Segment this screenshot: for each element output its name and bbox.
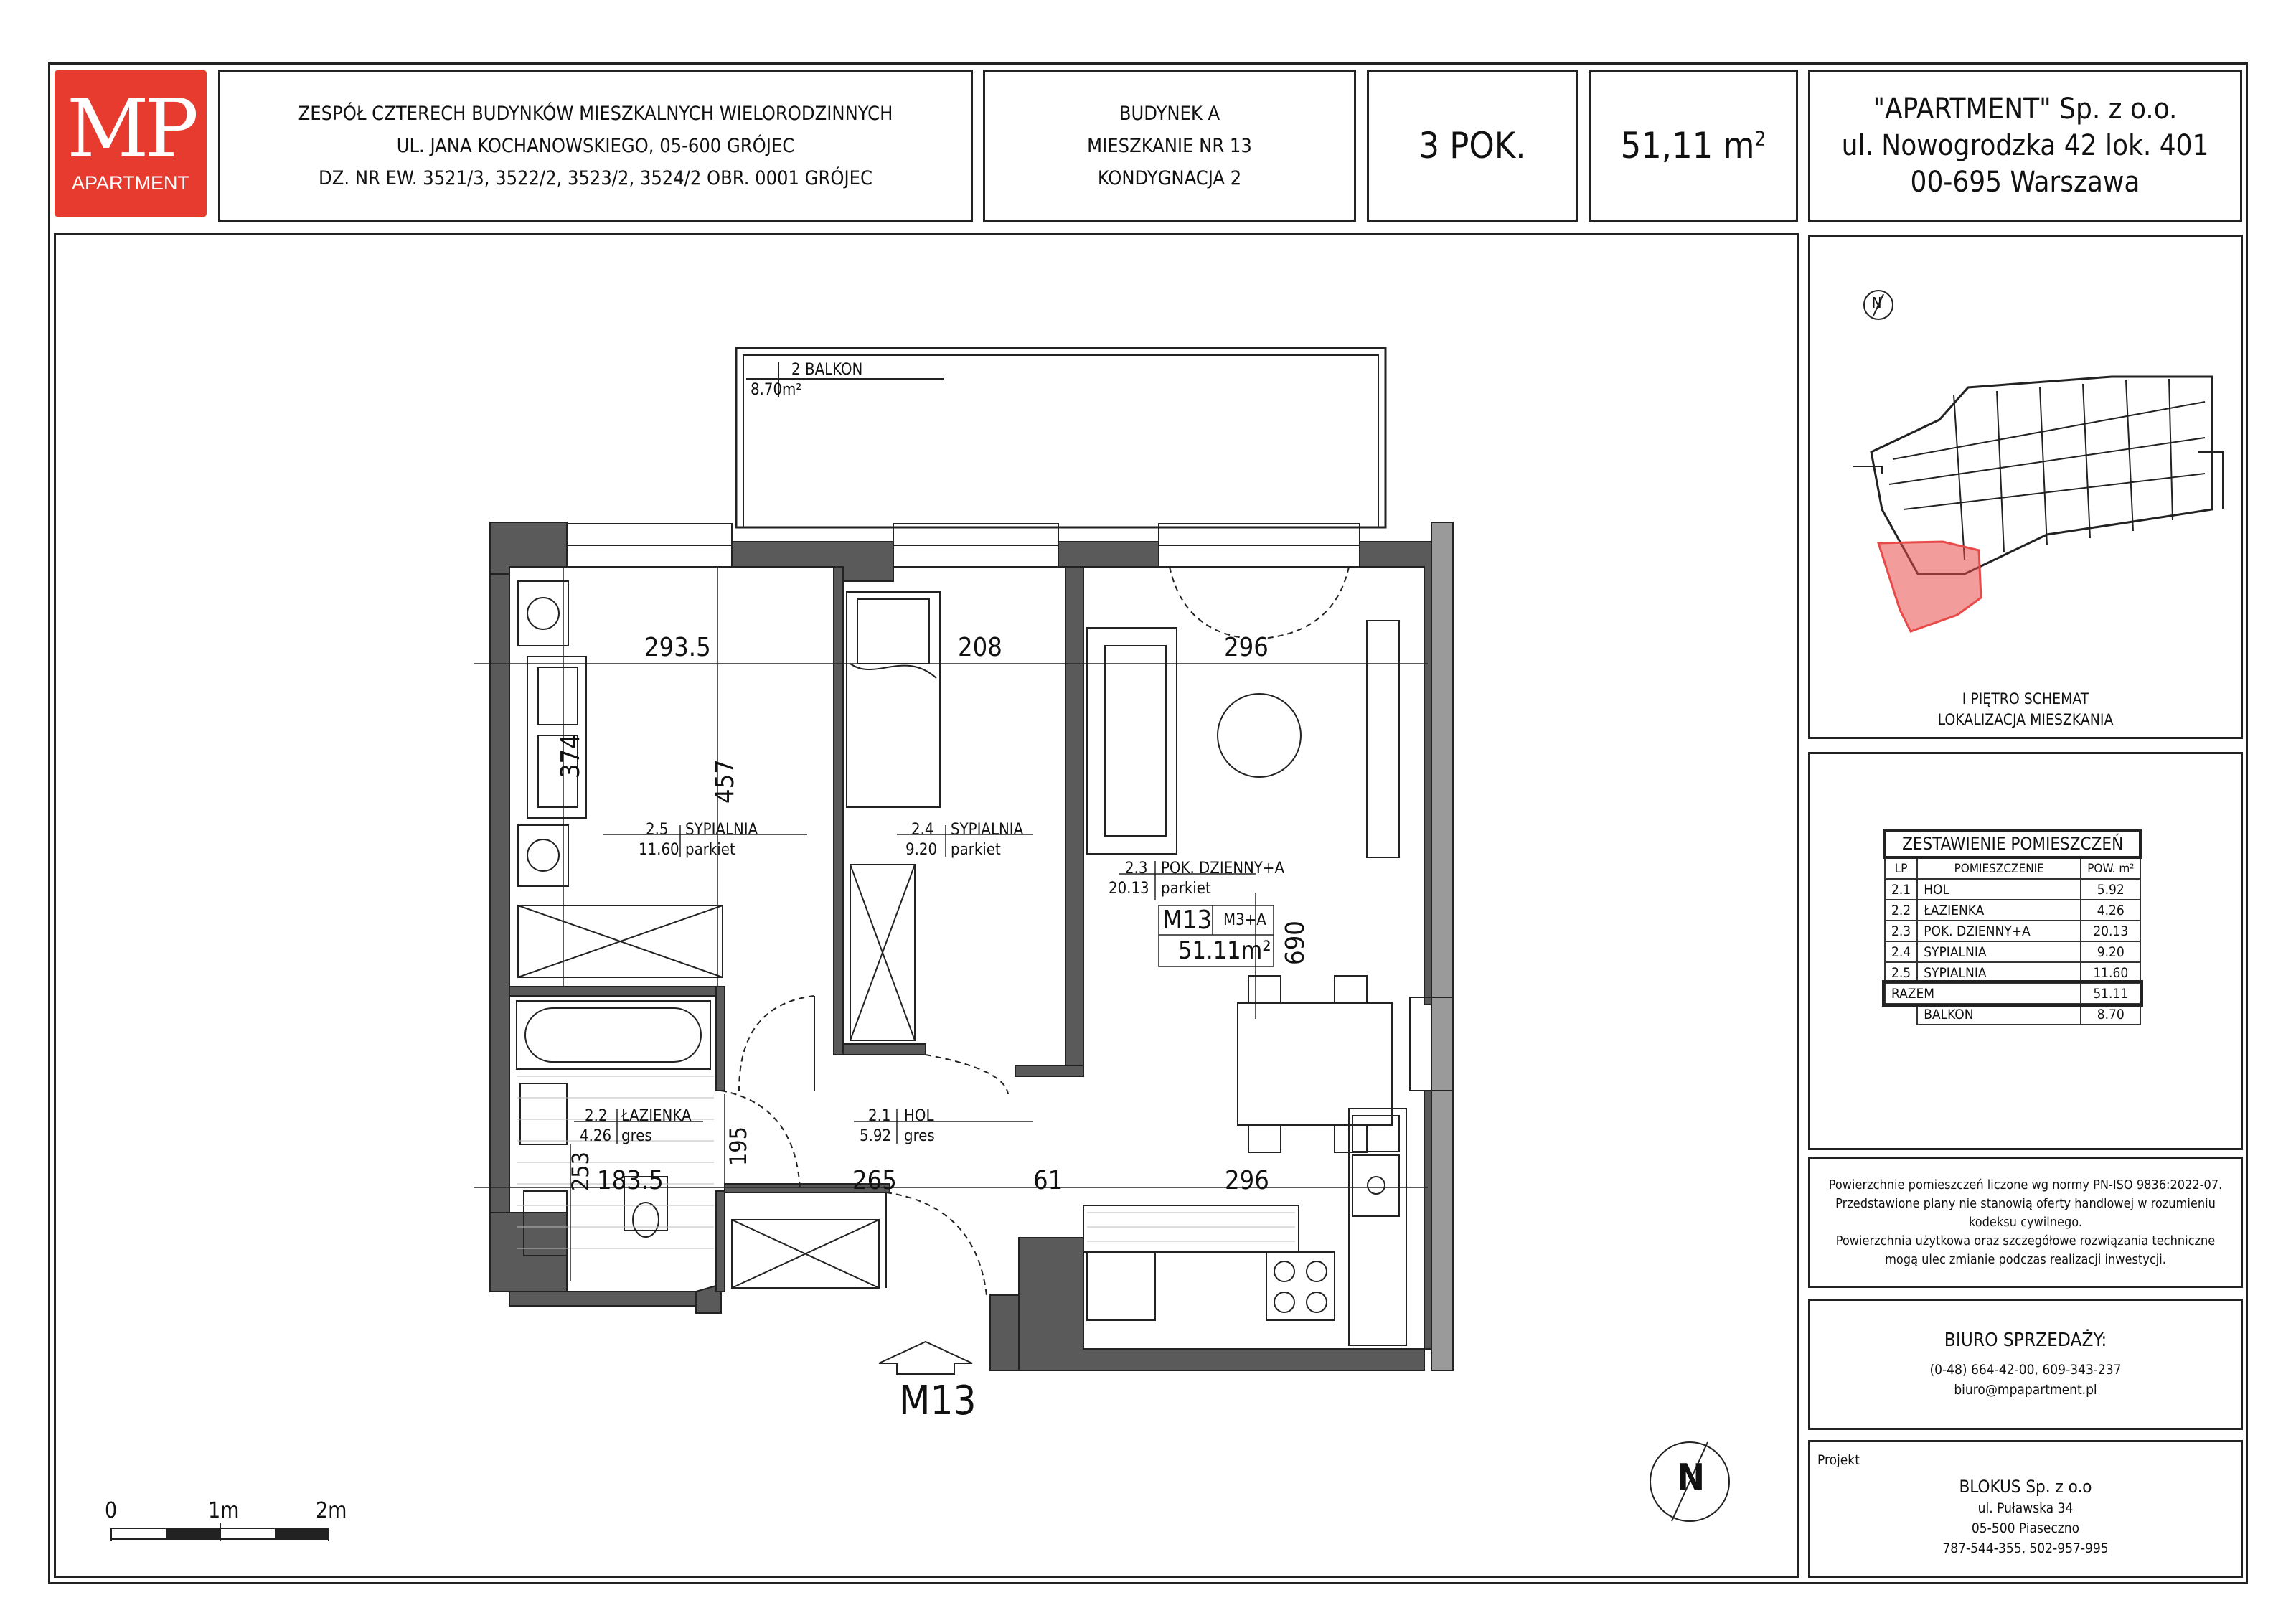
row-lp: 2.2 <box>1885 900 1917 921</box>
row-area: 4.26 <box>2081 900 2140 921</box>
table-row <box>1885 921 2140 941</box>
room-no-2-4: 2.4 <box>911 821 934 839</box>
scale-bar <box>111 1523 329 1541</box>
unit-type: M3+A <box>1223 911 1266 929</box>
room-area-2-5: 11.60 <box>639 841 679 859</box>
room-area-2-1: 5.92 <box>860 1127 892 1145</box>
note-line-3: kodeksu cywilnego. <box>1968 1214 2083 1230</box>
room-floor-2-1: gres <box>904 1127 935 1145</box>
schema-line-2: LOKALIZACJA MIESZKANIA <box>1937 711 2114 728</box>
dim-bath-len: 253 <box>567 1152 594 1191</box>
entrance-label: M13 <box>899 1378 977 1424</box>
design-phones: 787-544-355, 502-957-995 <box>1942 1540 2109 1556</box>
room-floor-2-3: parkiet <box>1161 880 1211 898</box>
balcony-area: 8.70m² <box>751 381 802 399</box>
row-name: SYPIALNIA <box>1917 962 2081 983</box>
row-name: POK. DZIENNY+A <box>1917 921 2081 941</box>
dim-bedroom1-len2: 457 <box>710 759 740 804</box>
dim-hall-2: 61 <box>1033 1166 1063 1195</box>
outer-wall-bottom-2 <box>509 1292 696 1306</box>
dim-living-len: 690 <box>1281 921 1310 965</box>
dim-bath-width: 183.5 <box>597 1166 664 1195</box>
rooms-table-title-row <box>1885 830 2140 857</box>
sales-title: BIURO SPRZEDAŻY: <box>1944 1329 2107 1351</box>
wall-bedroom2-living <box>1065 567 1083 1076</box>
row-lp: 2.3 <box>1885 921 1917 941</box>
bathtub <box>517 1001 710 1069</box>
design-details <box>1810 1475 2241 1558</box>
wall-living-hall <box>1015 1065 1083 1076</box>
rooms-count: 3 POK. <box>1418 125 1526 166</box>
total-value: 51.11 <box>2081 983 2140 1004</box>
rooms-table <box>1883 829 2142 1025</box>
table-row <box>1885 962 2140 983</box>
sales-email: biuro@mpapartment.pl <box>1954 1381 2097 1398</box>
washbasin <box>520 1083 567 1144</box>
row-lp: 2.5 <box>1885 962 1917 983</box>
row-lp: 2.4 <box>1885 941 1917 962</box>
company-street: ul. Nowogrodzka 42 lok. 401 <box>1841 128 2209 162</box>
room-name-2-1: HOL <box>904 1107 934 1125</box>
room-area-2-3: 20.13 <box>1109 880 1149 898</box>
balcony-name: BALKON <box>805 361 863 379</box>
project-line-3: DZ. NR EW. 3521/3, 3522/2, 3523/2, 3524/2 OBR. 0001 GRÓJEC <box>319 166 872 189</box>
fridge <box>1087 1252 1155 1320</box>
legal-note-box <box>1808 1157 2243 1288</box>
dim-bath-height: 195 <box>725 1126 752 1166</box>
room-no-2-5: 2.5 <box>646 821 669 839</box>
balcony-empty-cell <box>1885 1004 1917 1025</box>
wall-bath-right-low <box>716 1191 725 1292</box>
tv-stand <box>1367 621 1399 857</box>
table-balcony-row <box>1885 1004 2140 1025</box>
sales-office-box <box>1808 1299 2243 1430</box>
row-name: SYPIALNIA <box>1917 941 2081 962</box>
location-schema-box <box>1808 235 2243 739</box>
header-name: POMIESZCZENIE <box>1917 857 2081 879</box>
table-row <box>1885 879 2140 900</box>
note-line-4: Powierzchnia użytkowa oraz szczegółowe rozwiązania techniczne <box>1835 1233 2216 1248</box>
room-floor-2-2: gres <box>621 1127 652 1145</box>
kitchen-counter-right <box>1349 1109 1406 1345</box>
sofa <box>1087 628 1177 854</box>
room-no-2-3: 2.3 <box>1125 860 1148 878</box>
row-area: 9.20 <box>2081 941 2140 962</box>
total-label: RAZEM <box>1885 983 2081 1004</box>
room-floor-2-4: parkiet <box>951 841 1001 859</box>
north-letter-small: N <box>1872 294 1882 311</box>
outer-wall-top-2 <box>732 542 893 581</box>
room-no-2-1: 2.1 <box>868 1107 891 1125</box>
coffee-table <box>1218 694 1301 777</box>
room-name-2-3: POK. DZIENNY+A <box>1161 860 1285 878</box>
table-total-row <box>1885 983 2140 1004</box>
rooms-table-title: ZESTAWIENIE POMIESZCZEŃ <box>1885 830 2140 857</box>
company-city: 00-695 Warszawa <box>1910 165 2140 199</box>
row-area: 11.60 <box>2081 962 2140 983</box>
note-line-5: mogą ulec zmianie podczas realizacji inwestycji. <box>1885 1251 2166 1267</box>
header-lp: LP <box>1885 857 1917 879</box>
rooms-table-wrapper <box>1883 829 2142 1025</box>
balcony-value: 8.70 <box>2081 1004 2140 1025</box>
company-name: "APARTMENT" Sp. z o.o. <box>1873 92 2178 126</box>
room-no-2-2: 2.2 <box>585 1107 608 1125</box>
balcony-no: 2 <box>791 361 801 379</box>
wall-bath-top <box>509 987 725 996</box>
dim-living-width: 296 <box>1224 633 1269 662</box>
scale-two: 2m <box>316 1498 347 1523</box>
rooms-table-header <box>1885 857 2140 879</box>
sales-phones: (0-48) 664-42-00, 609-343-237 <box>1929 1361 2122 1378</box>
room-name-2-5: SYPIALNIA <box>685 821 758 839</box>
scale-one: 1m <box>208 1498 240 1523</box>
dining-table <box>1238 1003 1392 1125</box>
outer-wall-top-1 <box>490 522 567 574</box>
schema-line-1: I PIĘTRO SCHEMAT <box>1962 690 2089 707</box>
design-label: Projekt <box>1817 1452 1860 1468</box>
total-area-value: 51,11 m <box>1620 125 1755 166</box>
project-line-1: ZESPÓŁ CZTERECH BUDYNKÓW MIESZKALNYCH WIELORODZINNYCH <box>298 102 893 125</box>
unit-area: 51.11m² <box>1178 936 1271 965</box>
design-company: BLOKUS Sp. z o.o <box>1959 1477 2092 1497</box>
design-city: 05-500 Piaseczno <box>1971 1520 2080 1536</box>
stove <box>1266 1252 1335 1320</box>
row-name: HOL <box>1917 879 2081 900</box>
dim-kitchen: 296 <box>1225 1166 1269 1195</box>
row-area: 20.13 <box>2081 921 2140 941</box>
rooms-table-box <box>1808 752 2243 1150</box>
scale-zero: 0 <box>105 1498 118 1523</box>
project-line-2: UL. JANA KOCHANOWSKIEGO, 05-600 GRÓJEC <box>396 134 795 157</box>
wall-bath-right <box>716 987 725 1091</box>
room-floor-2-5: parkiet <box>685 841 735 859</box>
note-line-1: Powierzchnie pomieszczeń liczone wg normy PN-ISO 9836:2022-07. <box>1828 1177 2223 1192</box>
total-area-unit-sup: 2 <box>1754 126 1766 151</box>
logo-initials: MP <box>66 83 195 176</box>
schema-caption <box>1810 689 2241 730</box>
dim-bedroom1-width: 293.5 <box>644 633 711 662</box>
table-row <box>1885 941 2140 962</box>
unit-code: M13 <box>1162 905 1213 935</box>
wall-bedroom2-bottom <box>843 1044 926 1055</box>
room-area-2-4: 9.20 <box>905 841 938 859</box>
design-office-box <box>1808 1440 2243 1578</box>
outer-wall-bottom-1 <box>490 1213 567 1292</box>
outer-wall-left <box>490 522 509 1292</box>
dim-bedroom2-width: 208 <box>958 633 1002 662</box>
row-lp: 2.1 <box>1885 879 1917 900</box>
table-row <box>1885 900 2140 921</box>
building-schema <box>1810 237 2241 737</box>
room-name-2-2: ŁAZIENKA <box>621 1107 692 1125</box>
balcony-inner <box>743 355 1378 527</box>
wall-bedroom1-bedroom2 <box>834 567 843 1055</box>
design-street: ul. Puławska 34 <box>1977 1500 2074 1516</box>
row-name: ŁAZIENKA <box>1917 900 2081 921</box>
building-line-1: BUDYNEK A <box>1119 102 1220 125</box>
right-wall-hatched <box>1431 522 1453 1370</box>
building-line-3: KONDYGNACJA 2 <box>1097 166 1242 189</box>
building-line-2: MIESZKANIE NR 13 <box>1087 134 1252 157</box>
dim-bedroom1-len1: 374 <box>556 734 585 778</box>
outer-wall-top-3 <box>1058 542 1159 567</box>
row-area: 5.92 <box>2081 879 2140 900</box>
north-letter-large: N <box>1677 1457 1705 1500</box>
balcony-label: BALKON <box>1917 1004 2081 1025</box>
bed-2 <box>847 592 940 807</box>
dim-hall-1: 265 <box>852 1166 897 1195</box>
outer-wall-bottom-5 <box>1019 1238 1424 1370</box>
header-area: POW. m² <box>2081 857 2140 879</box>
apartment-highlight <box>1878 542 1981 631</box>
entrance-arrow <box>879 1342 972 1374</box>
logo-subtitle: APARTMENT <box>71 172 190 194</box>
room-area-2-2: 4.26 <box>580 1127 612 1145</box>
note-line-2: Przedstawione plany nie stanowią oferty handlowej w rozumieniu <box>1835 1195 2216 1211</box>
room-name-2-4: SYPIALNIA <box>951 821 1024 839</box>
